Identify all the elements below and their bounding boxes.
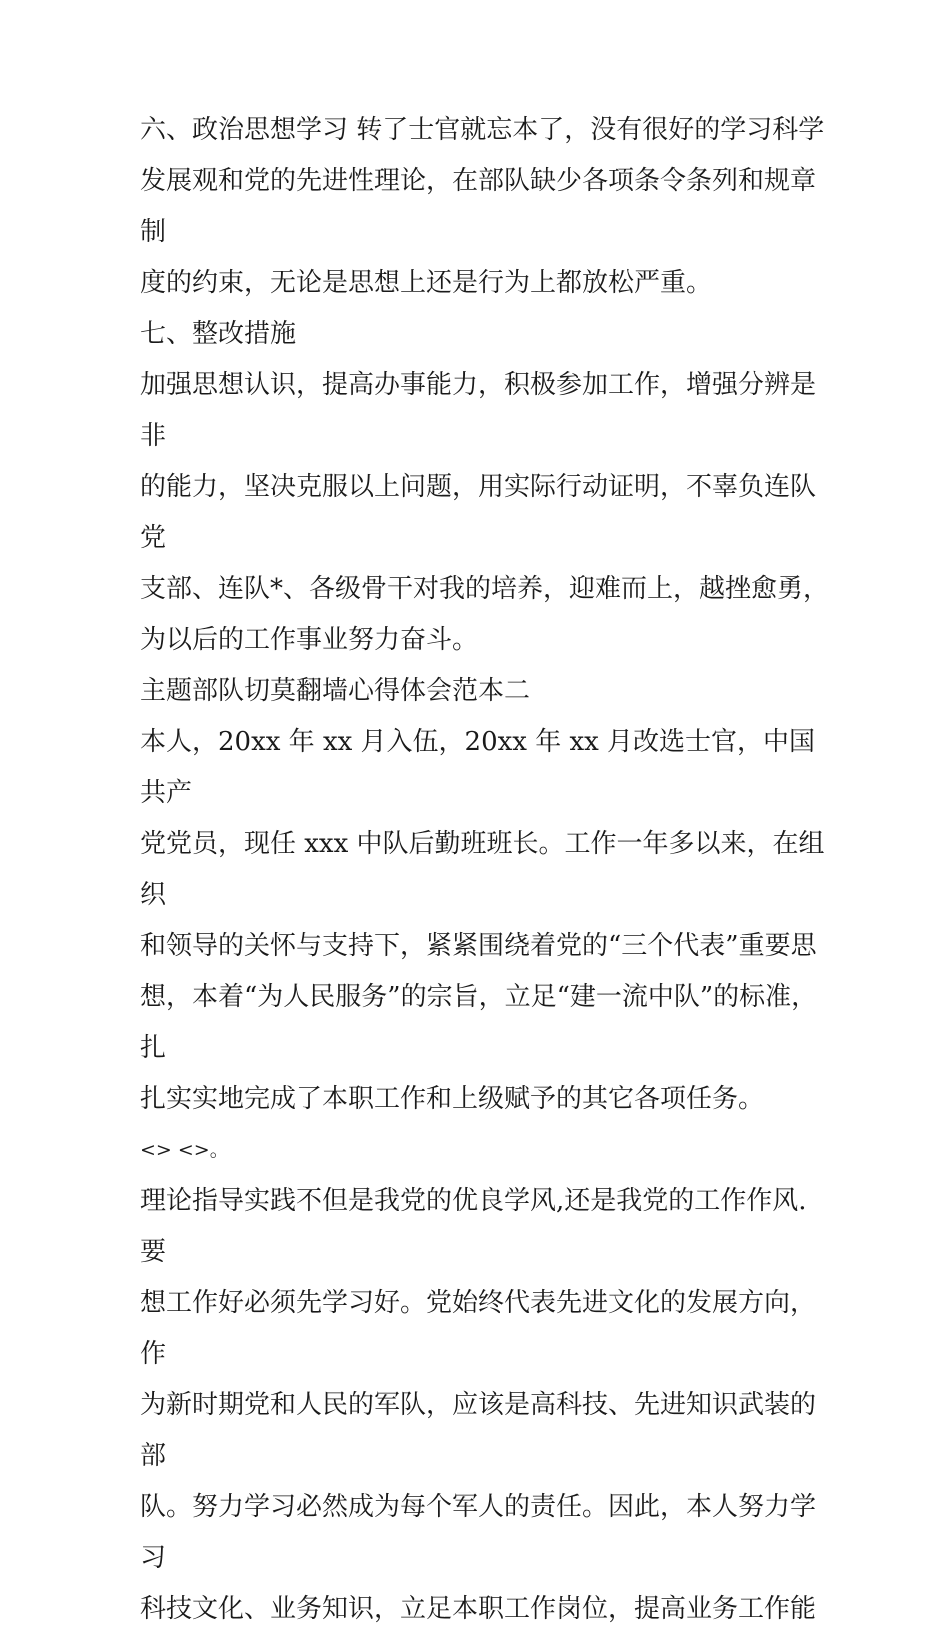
heading-rectification-measures: 七、整改措施 [140, 319, 297, 349]
paragraph-political-study: 六、政治思想学习 转了士官就忘本了，没有很好的学习科学 发展观和党的先进性理论，在部队缺少各项条令条列和规章制 度的约束，无论是思想上还是行为上都放松严重。 [140, 115, 825, 298]
paragraph-rectification: 加强思想认识，提高办事能力，积极参加工作，增强分辨是非 的能力，坚决克服以上问题，用实际行动证明，不辜负连队党 支部、连队*、各级骨干对我的培养，迎难而上，越挫愈勇， 为以后的工作事业努力奋斗。 [140, 370, 830, 655]
section-title-sample-two: 主题部队切莫翻墙心得体会范本二 [140, 676, 531, 706]
paragraph-theory-guidance: 理论指导实践不但是我党的优良学风,还是我党的工作作风.要 想工作好必须先学习好。党始终代表先进文化的发展方向，作 为新时期党和人民的军队，应该是高科技、先进知识武装的部 队。努力学习必然成为每个军人的责任。因此，本人努力学习 科技文化、业务知识，立足本职工作岗位，提高业务工作能 [140, 1186, 817, 1624]
document-body [140, 105, 830, 1635]
paragraph-placeholder-brackets: <> <>。 [140, 1139, 229, 1161]
paragraph-self-introduction: 本人，20xx 年 xx 月入伍，20xx 年 xx 月改选士官，中国共产 党党员，现任 xxx 中队后勤班班长。工作一年多以来，在组织 和领导的关怀与支持下，紧紧围绕着党的“三个代表”重要思 想，本着“为人民服务”的宗旨，立足“建一流中队”的标准，扎 扎实实地完成了本职工作和上级赋予的其它各项任务。 [140, 727, 825, 1114]
